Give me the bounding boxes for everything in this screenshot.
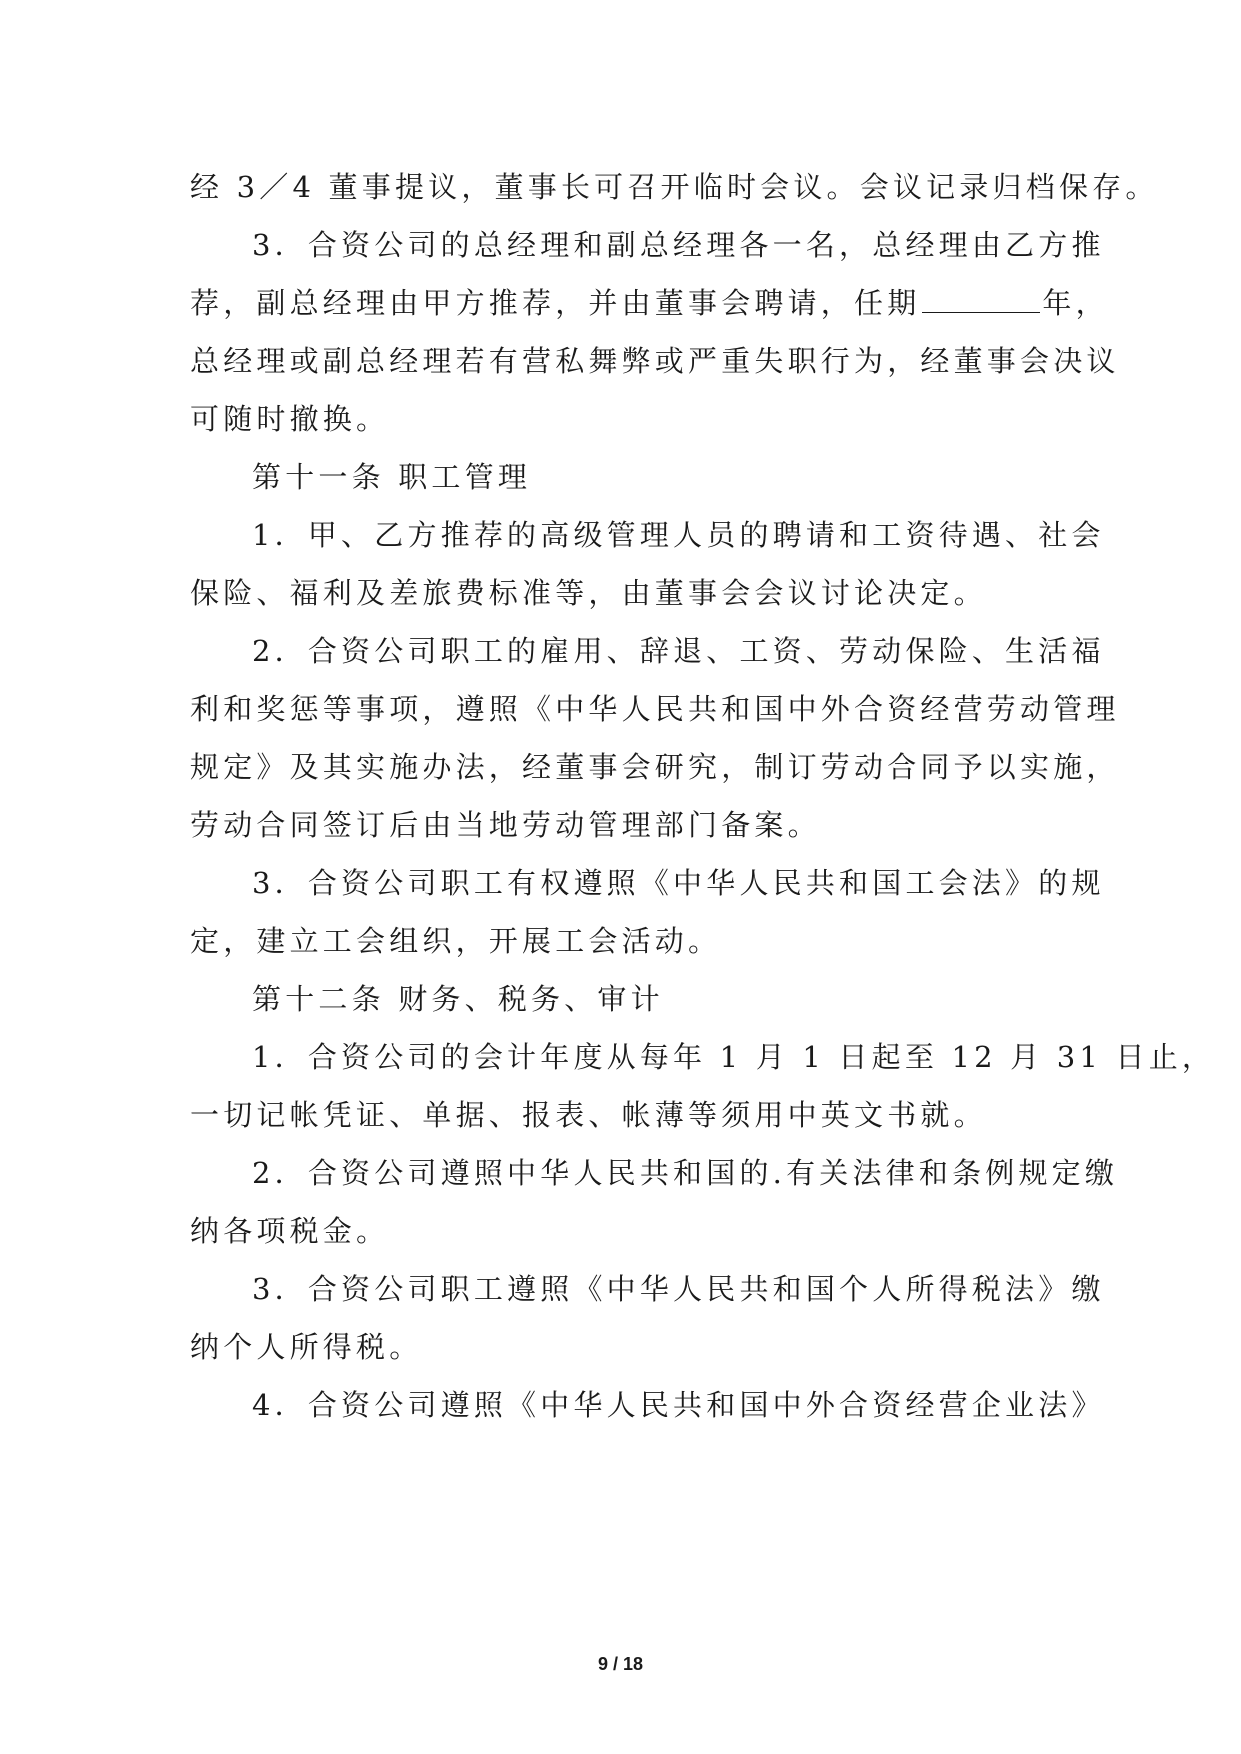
paragraph-line: 2．合资公司职工的雇用、辞退、工资、劳动保险、生活福 bbox=[252, 634, 1105, 668]
paragraph-line-with-blank bbox=[190, 274, 1109, 332]
document-body bbox=[190, 158, 1216, 1434]
paragraph-line: 利和奖惩等事项，遵照《中华人民共和国中外合资经营劳动管理 bbox=[190, 692, 1120, 726]
line-text: 年， bbox=[1042, 286, 1109, 320]
paragraph-line: 规定》及其实施办法，经董事会研究，制订劳动合同予以实施， bbox=[190, 750, 1120, 784]
term-blank-field bbox=[922, 282, 1040, 313]
paragraph-line: 3．合资公司职工有权遵照《中华人民共和国工会法》的规 bbox=[252, 866, 1105, 900]
page-number: 9 / 18 bbox=[597, 1654, 644, 1674]
paragraph-line: 总经理或副总经理若有营私舞弊或严重失职行为，经董事会决议 bbox=[190, 344, 1120, 378]
paragraph-line: 1．合资公司的会计年度从每年 1 月 1 日起至 12 月 31 日止， bbox=[252, 1040, 1216, 1074]
paragraph-line: 4．合资公司遵照《中华人民共和国中外合资经营企业法》 bbox=[252, 1388, 1105, 1422]
line-text: 荐，副总经理由甲方推荐，并由董事会聘请，任期 bbox=[190, 286, 921, 320]
article-heading: 第十二条 财务、税务、审计 bbox=[252, 982, 664, 1016]
paragraph-line: 纳个人所得税。 bbox=[190, 1330, 423, 1364]
paragraph-line: 劳动合同签订后由当地劳动管理部门备案。 bbox=[190, 808, 821, 842]
paragraph-line: 3．合资公司的总经理和副总经理各一名，总经理由乙方推 bbox=[252, 228, 1105, 262]
paragraph-line: 3．合资公司职工遵照《中华人民共和国个人所得税法》缴 bbox=[252, 1272, 1105, 1306]
paragraph-line: 可随时撤换。 bbox=[190, 402, 390, 436]
paragraph-line: 一切记帐凭证、单据、报表、帐薄等须用中英文书就。 bbox=[190, 1098, 987, 1132]
paragraph-line: 定，建立工会组织，开展工会活动。 bbox=[190, 924, 722, 958]
paragraph-line: 保险、福利及差旅费标准等，由董事会会议讨论决定。 bbox=[190, 576, 987, 610]
paragraph-line: 经 3／4 董事提议，董事长可召开临时会议。会议记录归档保存。 bbox=[190, 170, 1159, 204]
article-heading: 第十一条 职工管理 bbox=[252, 460, 532, 494]
paragraph-line: 2．合资公司遵照中华人民共和国的.有关法律和条例规定缴 bbox=[252, 1156, 1119, 1190]
paragraph-line: 1．甲、乙方推荐的高级管理人员的聘请和工资待遇、社会 bbox=[252, 518, 1105, 552]
paragraph-line: 纳各项税金。 bbox=[190, 1214, 390, 1248]
